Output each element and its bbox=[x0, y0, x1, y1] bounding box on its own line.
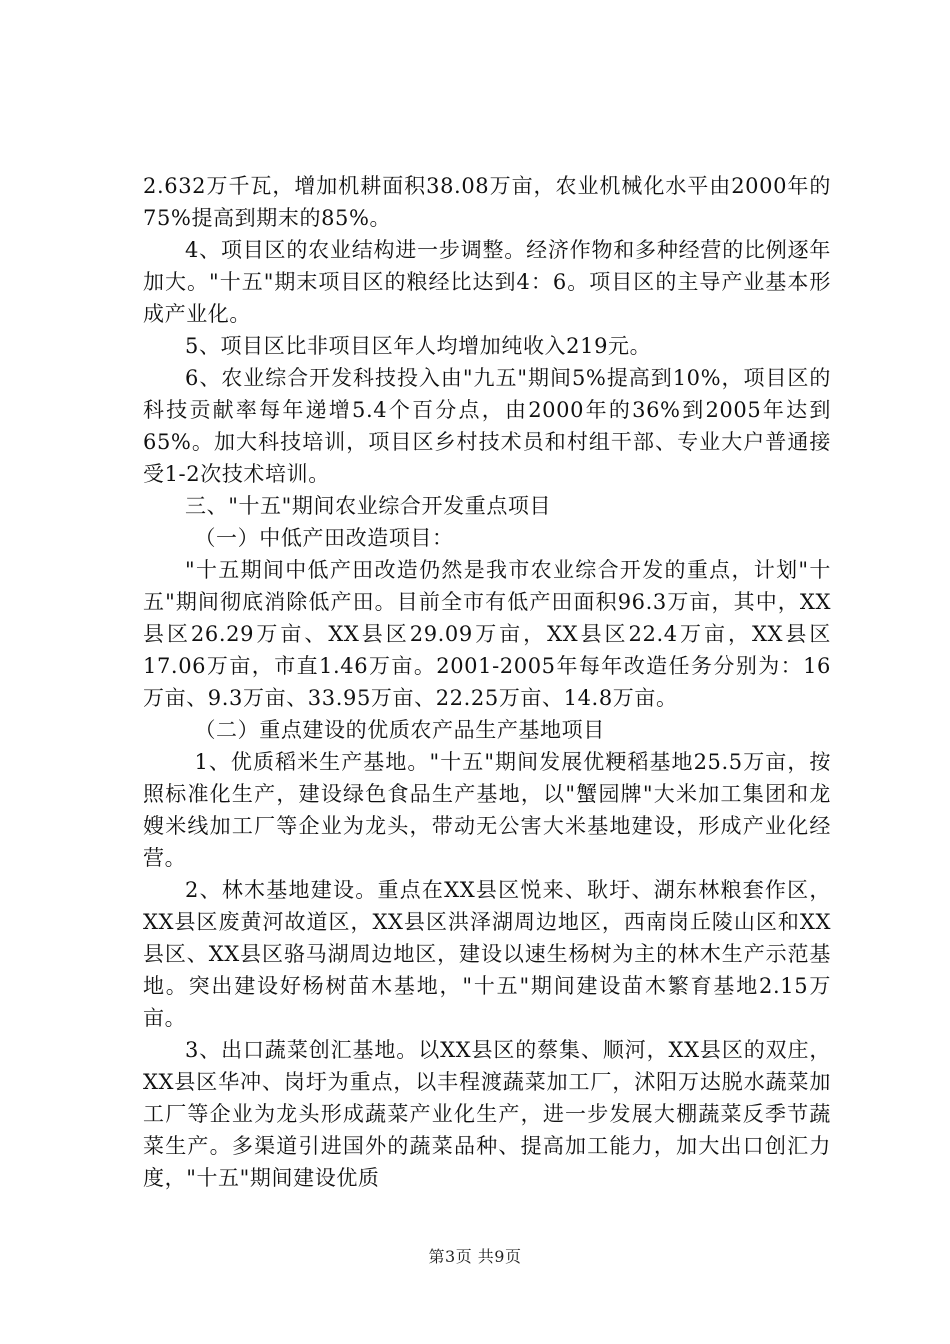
paragraph-item-6: 6、农业综合开发科技投入由"九五"期间5%提高到10%，项目区的科技贡献率每年递增5.4个百分点，由2000年的36%到2005年达到65%。加大科技培训，项目区乡村技术员和村组干部、专业大户普通接受1-2次技术培训。 bbox=[143, 366, 831, 486]
paragraph-forest-base: 2、林木基地建设。重点在XX县区悦来、耿圩、湖东林粮套作区，XX县区废黄河故道区，XX县区洪泽湖周边地区，西南岗丘陵山区和XX县区、XX县区骆马湖周边地区，建设以速生杨树为主的林木生产示范基地。突出建设好杨树苗木基地，"十五"期间建设苗木繁育基地2.15万亩。 bbox=[143, 878, 831, 1030]
page-number-footer: 第3页 共9页 bbox=[428, 1247, 522, 1266]
section-heading-3: 三、"十五"期间农业综合开发重点项目 bbox=[185, 494, 552, 518]
paragraph-vegetable-base: 3、出口蔬菜创汇基地。以XX县区的蔡集、顺河，XX县区的双庄，XX县区华冲、岗圩为重点，以丰程渡蔬菜加工厂，沭阳万达脱水蔬菜加工厂等企业为龙头形成蔬菜产业化生产，进一步发展大棚蔬菜反季节蔬菜生产。多渠道引进国外的蔬菜品种、提高加工能力，加大出口创汇力度，"十五"期间建设优质 bbox=[143, 1038, 831, 1190]
subsection-heading-2: （二）重点建设的优质农产品生产基地项目 bbox=[194, 718, 605, 742]
document-body bbox=[143, 170, 831, 1194]
paragraph-low-yield-fields: "十五期间中低产田改造仍然是我市农业综合开发的重点，计划"十五"期间彻底消除低产田。目前全市有低产田面积96.3万亩，其中，XX县区26.29万亩、XX县区29.09万亩，XX县区22.4万亩，XX县区17.06万亩，市直1.46万亩。2001-2005年每年改造任务分别为：16万亩、9.3万亩、33.95万亩、22.25万亩、14.8万亩。 bbox=[143, 558, 831, 710]
paragraph-rice-base: 1、优质稻米生产基地。"十五"期间发展优粳稻基地25.5万亩，按照标准化生产，建设绿色食品生产基地，以"蟹园牌"大米加工集团和龙嫂米线加工厂等企业为龙头，带动无公害大米基地建设，形成产业化经营。 bbox=[143, 750, 831, 870]
paragraph-item-5: 5、项目区比非项目区年人均增加纯收入219元。 bbox=[185, 334, 652, 358]
subsection-heading-1: （一）中低产田改造项目： bbox=[194, 526, 454, 550]
paragraph-item-4: 4、项目区的农业结构进一步调整。经济作物和多种经营的比例逐年加大。"十五"期末项目区的粮经比达到4：6。项目区的主导产业基本形成产业化。 bbox=[143, 238, 831, 326]
paragraph-mechanization: 2.632万千瓦，增加机耕面积38.08万亩，农业机械化水平由2000年的75%提高到期末的85%。 bbox=[143, 174, 831, 230]
